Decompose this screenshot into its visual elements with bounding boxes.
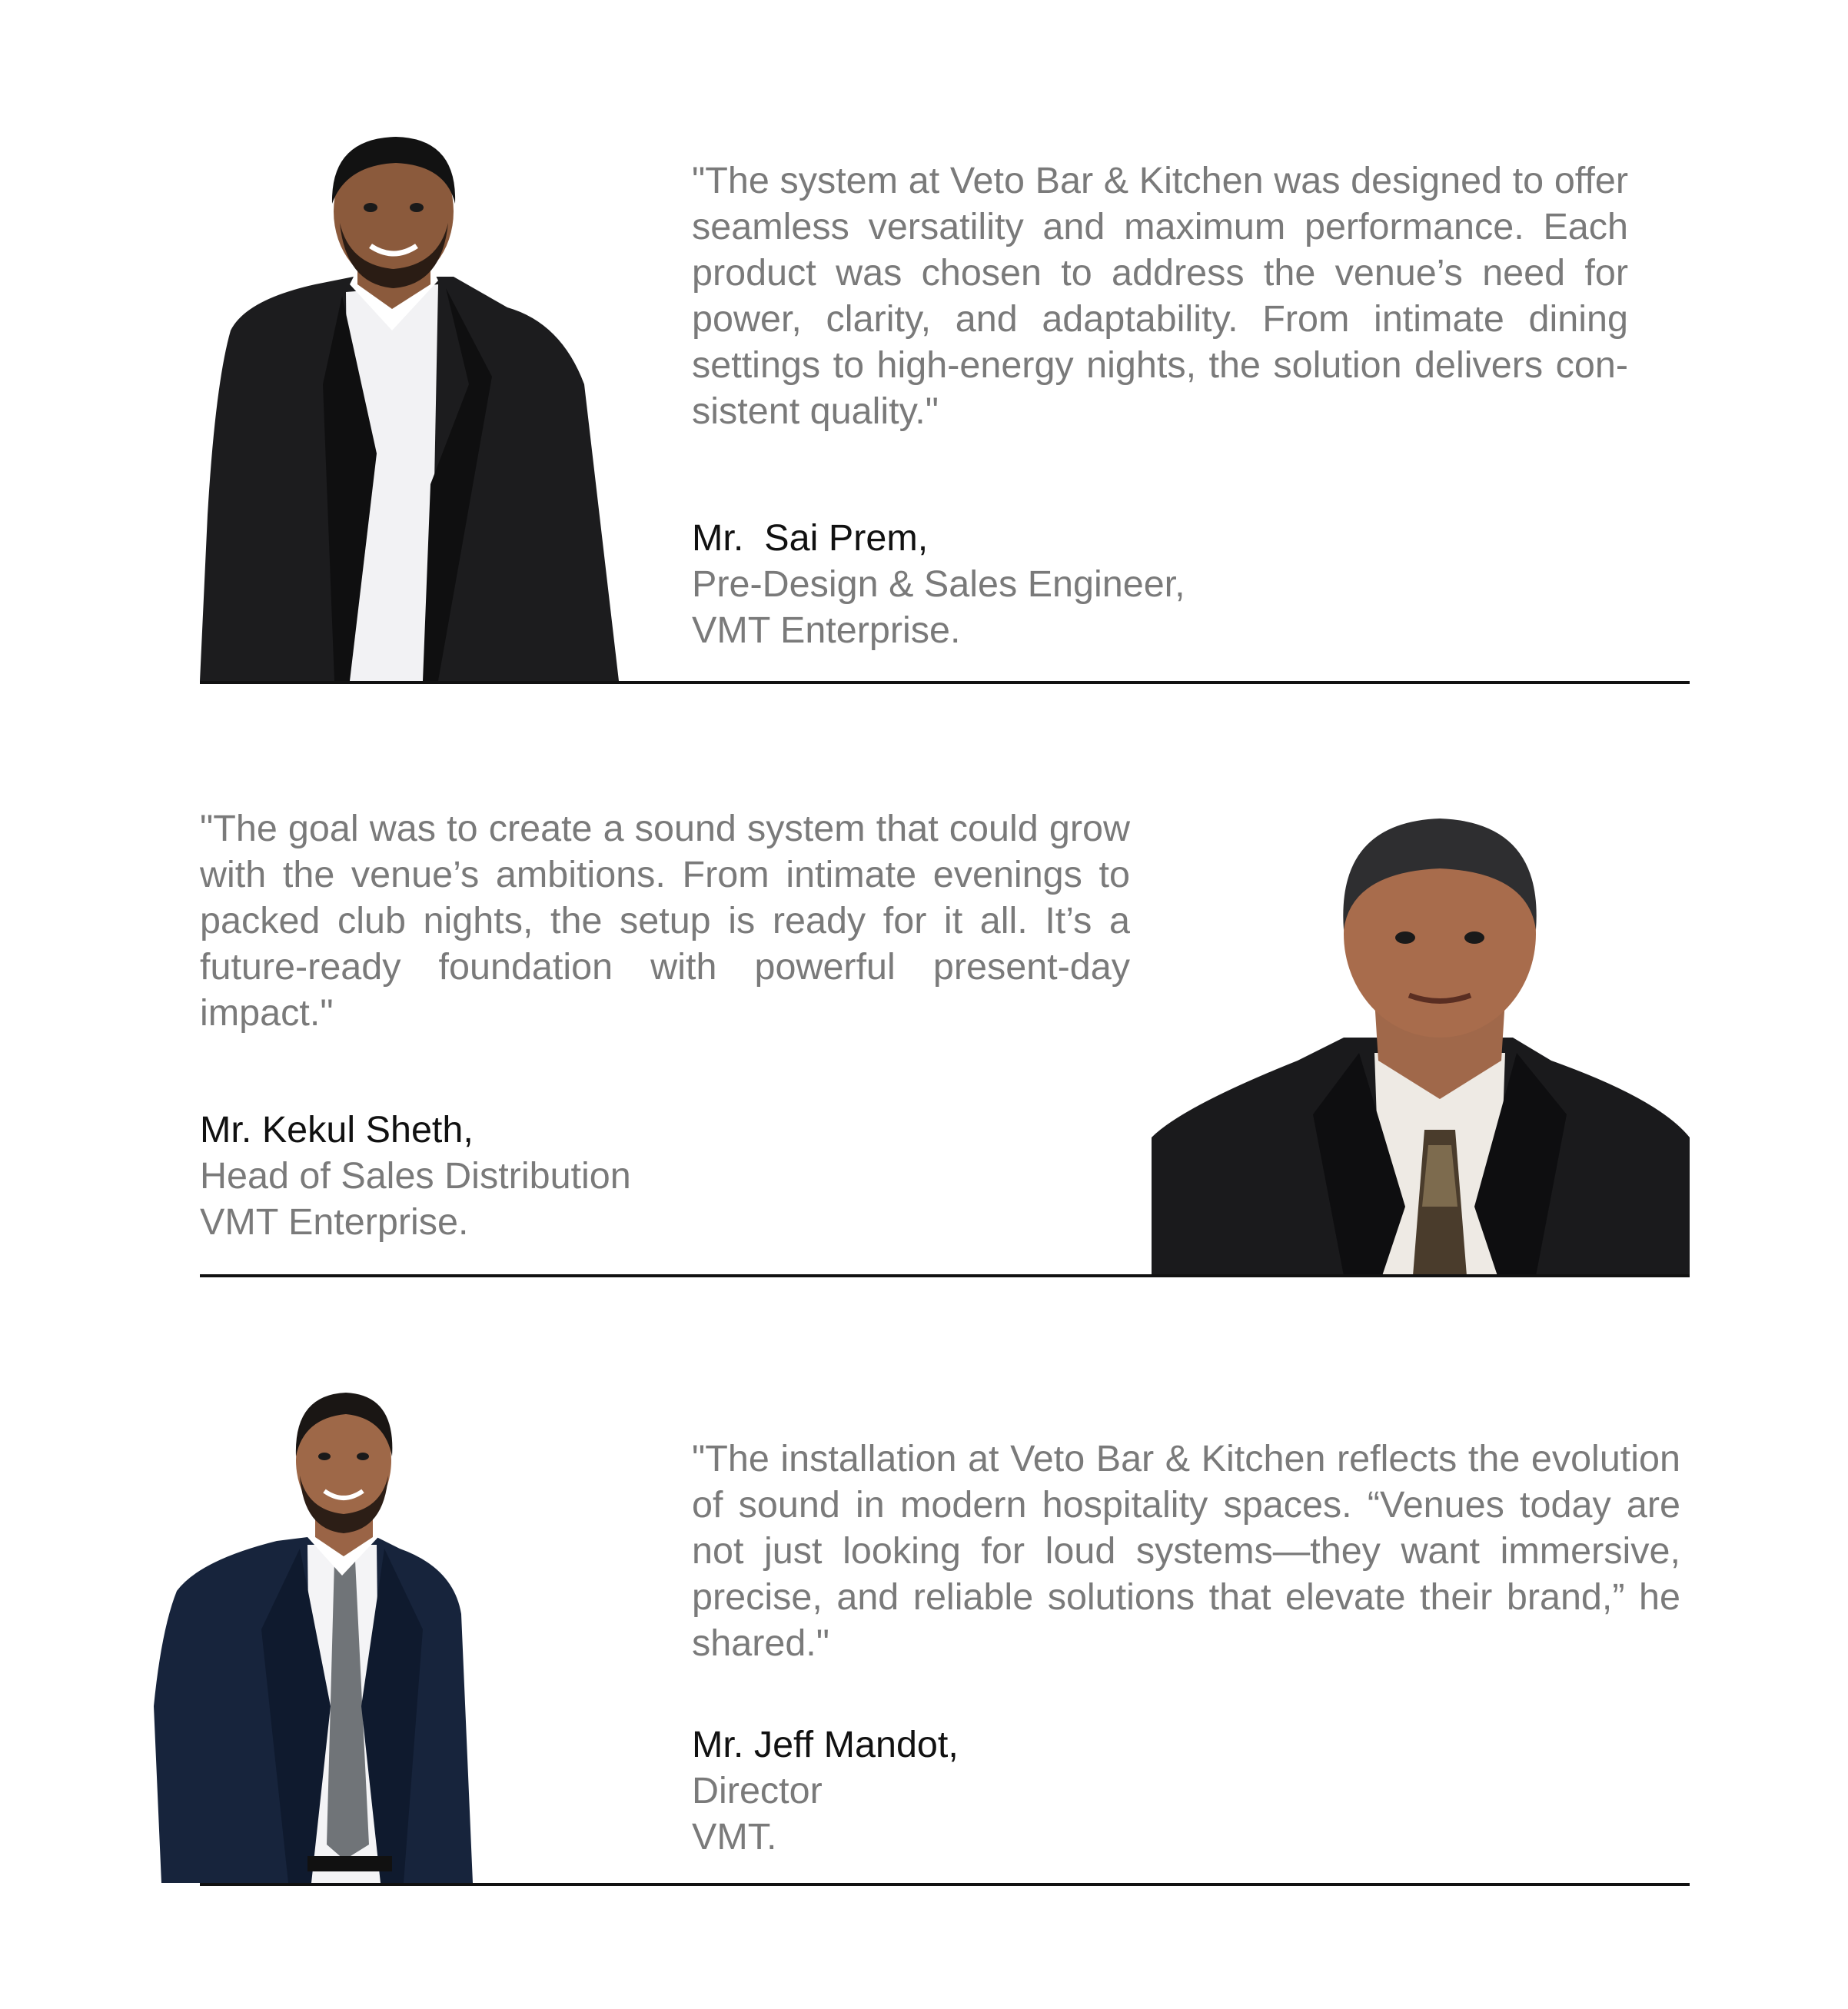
testimonial-title: Pre-Design & Sales Engineer, [692,563,1185,605]
testimonial-name: Mr. Sai Prem, [692,517,929,559]
testimonial-company: VMT. [692,1816,777,1858]
testimonial-name: Mr. Kekul Sheth, [200,1109,474,1151]
testimonial-title: Director [692,1770,823,1811]
testimonial-company: VMT Enterprise. [200,1201,469,1243]
testimonial-company: VMT Enterprise. [692,609,961,651]
portrait-photo-sai-prem [200,131,630,681]
testimonial-name: Mr. Jeff Mandot, [692,1724,959,1765]
divider-rule [200,1274,1690,1277]
testimonial-title: Head of Sales Distribution [200,1155,631,1197]
divider-rule [200,681,1690,684]
testimonial-quote: "The installation at Veto Bar & Kitchen reflects the evolution of sound in modern hospitality spaces. “Venues today are not just looking for loud systems—they want immersive, precise, and reliable solutions that elevate their brand,” he shared." [692,1438,1680,1664]
testimonial-quote: "The system at Veto Bar & Kitchen was designed to offer seamless versatility and maximum performance. Each product was chosen to address the venue’s need for power, clarity, and adaptability. From intimate dining settings to high-energy nights, the solution delivers con-sistent quality." [692,160,1628,432]
divider-rule [200,1883,1690,1886]
portrait-photo-jeff-mandot [154,1383,477,1883]
portrait-photo-kekul-sheth [1152,807,1690,1276]
testimonial-quote: "The goal was to create a sound system that could grow with the venue’s ambitions. From intimate evenings to packed club nights, the setup is ready for it all. It’s a future-ready foundation with powerful present-day impact." [200,808,1130,1034]
